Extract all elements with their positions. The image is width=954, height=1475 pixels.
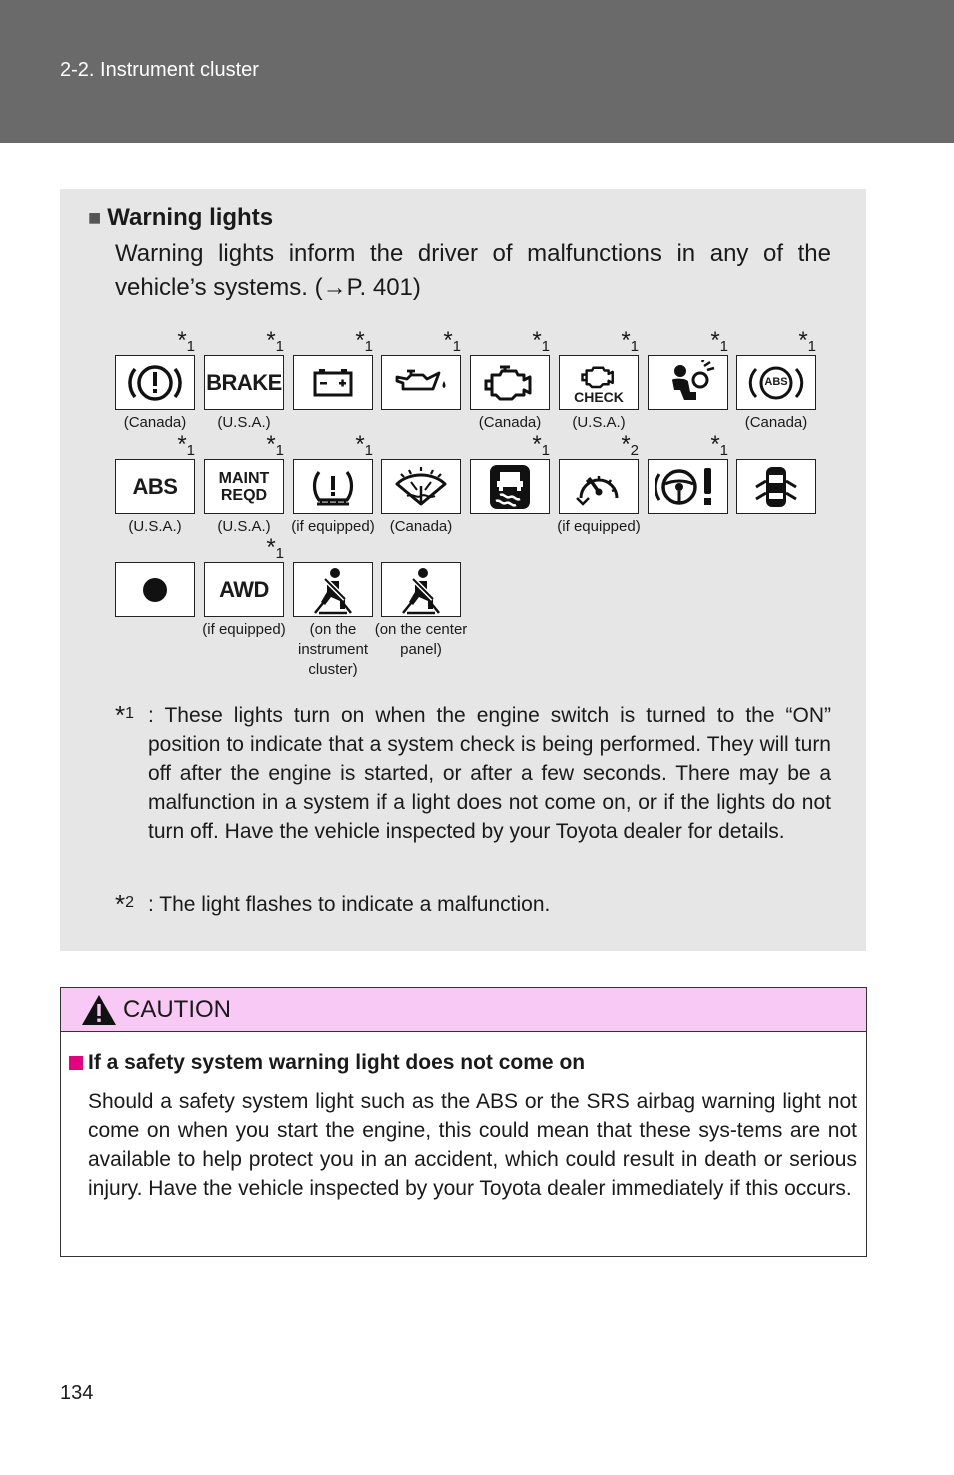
- warning-light-label: (Canada): [389, 518, 453, 535]
- footnote-1: $*_1$ : These lights turn on when the engine switch is turned to the “ON” position to indicate that a system check is being performed. They will turn off after the engine is started, or after a few seconds. There may be a malfunction in a system if a light does not come on, or if the lights do not turn off. Have the vehicle inspected by your Toyota dealer for details.: [115, 701, 831, 846]
- footnote-mark: $*_1$: [710, 327, 728, 355]
- caution-box: [60, 987, 867, 1257]
- heading-square-icon: ■: [88, 205, 102, 230]
- seatbelt-reminder-icon: [293, 562, 373, 617]
- page-header: [0, 0, 954, 143]
- tire-pressure-icon: [293, 459, 373, 514]
- warning-light-label: (if equipped): [291, 518, 375, 535]
- footnote-mark: $*_1$: [621, 327, 639, 355]
- brake-text-icon: BRAKE: [204, 355, 284, 410]
- warning-light-label: (Canada): [123, 414, 187, 431]
- abs-circle-icon: ABS: [736, 355, 816, 410]
- footnote-mark: $*_1$: [177, 327, 195, 355]
- footnote-mark: $*_1$: [798, 327, 816, 355]
- footnote-mark: $*_1$: [532, 327, 550, 355]
- low-fuel-dot-icon: [115, 562, 195, 617]
- battery-charge-icon: [293, 355, 373, 410]
- warning-triangle-icon: [81, 994, 117, 1026]
- footnote-1-text: : These lights turn on when the engine switch is turned to the “ON” position to indicate that a system check is being performed. They will turn off after the engine is started, or after a few seconds. There may be a malfunction in a system if a light does not come on, or if the lights do not turn off. Have the vehicle inspected by your Toyota dealer for details.: [148, 704, 831, 843]
- warning-lights-heading: [88, 204, 273, 232]
- page-number: 134: [60, 1382, 94, 1404]
- warning-light-label: (on the center panel): [374, 621, 468, 658]
- footnote-2: $*_2$ : The light flashes to indicate a malfunction.: [115, 890, 831, 919]
- cruise-control-icon: [559, 459, 639, 514]
- slip-indicator-icon: [470, 459, 550, 514]
- seatbelt-reminder-icon: [381, 562, 461, 617]
- engine-malfunction-icon: [470, 355, 550, 410]
- warning-lights-panel: [60, 189, 866, 951]
- warning-light-label: (Canada): [478, 414, 542, 431]
- caution-body: Should a safety system light such as the ABS or the SRS airbag warning light not come on when you start the engine, this could mean that these sys-tems are not available to help protect you in an accident, which could result in death or serious injury. Have the vehicle inspected by your Toyota dealer immediately if this occurs.: [88, 1090, 857, 1200]
- warning-light-label: (on the instrument cluster): [297, 621, 369, 678]
- caution-title: CAUTION: [123, 995, 231, 1023]
- awd-text-icon: AWD: [204, 562, 284, 617]
- warning-light-label: (if equipped): [202, 621, 286, 638]
- footnote-mark: $*_1$: [177, 431, 195, 459]
- open-door-icon: [736, 459, 816, 514]
- footnote-mark: $*_1$: [355, 431, 373, 459]
- footnote-mark: $*_1$: [266, 534, 284, 562]
- footnote-mark: $*_1$: [355, 327, 373, 355]
- maint-reqd-icon: MAINT REQD: [204, 459, 284, 514]
- warning-light-label: (U.S.A.): [128, 518, 182, 535]
- footnote-mark: $*_1$: [266, 327, 284, 355]
- caution-subheading: If a safety system warning light does not come on: [69, 1051, 585, 1075]
- warning-light-label: (U.S.A.): [572, 414, 626, 431]
- warning-light-label: (if equipped): [557, 518, 641, 535]
- footnote-mark: $*_2$: [621, 431, 639, 459]
- intro-paragraph: Warning lights inform the driver of malfunctions in any of the vehicle’s systems. (→P. 401): [115, 240, 831, 301]
- footnote-2-text: : The light flashes to indicate a malfunction.: [148, 893, 551, 916]
- warning-light-label: (U.S.A.): [217, 414, 271, 431]
- pink-square-icon: [69, 1056, 83, 1070]
- abs-text-icon: ABS: [115, 459, 195, 514]
- warning-light-label: (Canada): [744, 414, 808, 431]
- check-engine-icon: CHECK: [559, 355, 639, 410]
- heading-title: Warning lights: [107, 204, 274, 231]
- footnote-mark: $*_1$: [532, 431, 550, 459]
- brake-warning-circle-icon: [115, 355, 195, 410]
- footnote-mark: $*_1$: [443, 327, 461, 355]
- section-title: 2-2. Instrument cluster: [60, 59, 259, 81]
- footnote-mark: $*_1$: [266, 431, 284, 459]
- washer-fluid-icon: [381, 459, 461, 514]
- footnote-mark: $*_1$: [710, 431, 728, 459]
- oil-pressure-icon: [381, 355, 461, 410]
- warning-light-label: (U.S.A.): [217, 518, 271, 535]
- caution-header: [61, 988, 866, 1032]
- power-steering-icon: [648, 459, 728, 514]
- srs-airbag-icon: [648, 355, 728, 410]
